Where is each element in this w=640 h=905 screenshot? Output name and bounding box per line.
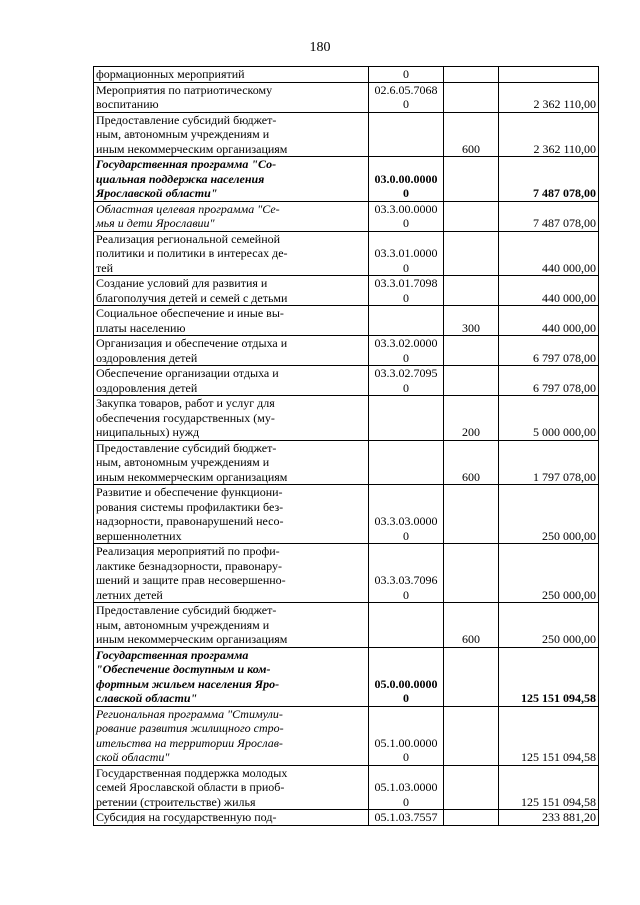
row-name-line: Предоставление субсидий бюджет-	[96, 112, 277, 127]
row-name-line: лактике безнадзорности, правонару-	[96, 558, 282, 573]
row-name-line: Закупка товаров, работ и услуг для	[96, 396, 275, 410]
row-name-line: ным, автономным учреждениям и	[96, 127, 270, 141]
row-name-cell	[94, 82, 369, 112]
row-expense-type-cell	[444, 231, 499, 276]
row-name-line: Субсидия на государственную под-	[96, 810, 277, 824]
row-expense-type-cell	[444, 485, 499, 544]
row-code-cell	[369, 485, 444, 544]
row-sum-cell: 250 000,00	[499, 603, 599, 648]
row-name-line: фортным жильем населения Яро-	[96, 676, 280, 691]
table-row	[94, 112, 599, 157]
row-expense-type-cell: 600	[444, 112, 499, 157]
row-expense-type-cell	[444, 201, 499, 231]
row-code-line: 05.1.03.7557	[374, 810, 438, 824]
row-code-line: 03.3.02.7095	[374, 366, 438, 380]
row-code-line: 05.1.00.0000	[374, 735, 438, 750]
table-row	[94, 765, 599, 810]
row-sum-cell: 125 151 094,58	[499, 647, 599, 706]
table-row	[94, 276, 599, 306]
row-code-line: 0	[403, 260, 409, 275]
row-code-cell	[369, 336, 444, 366]
row-name-line: Предоставление субсидий бюджет-	[96, 603, 277, 617]
row-code-line: 0	[403, 794, 409, 809]
row-name-line: рование развития жилищного стро-	[96, 721, 284, 735]
row-name-cell	[94, 440, 369, 485]
row-code-cell	[369, 231, 444, 276]
row-name-line: ской области"	[96, 750, 170, 764]
table-row	[94, 485, 599, 544]
table-row	[94, 157, 599, 202]
row-name-line: Развитие и обеспечение функциони-	[96, 485, 283, 499]
row-code-line: 0	[403, 587, 409, 602]
row-name-line: оздоровления детей	[96, 350, 198, 365]
row-code-line: 0	[403, 350, 409, 365]
row-name-cell	[94, 112, 369, 157]
row-name-line: надзорности, правонарушений несо-	[96, 514, 284, 528]
row-name-line: Областная целевая программа "Се-	[96, 201, 280, 216]
row-code-line: 0	[403, 528, 409, 543]
row-name-line: ниципальных) нужд	[96, 425, 200, 439]
row-sum-cell: 7 487 078,00	[499, 157, 599, 202]
row-name-line: Государственная поддержка молодых	[96, 765, 288, 780]
row-code-cell	[369, 440, 444, 485]
row-expense-type-cell: 200	[444, 396, 499, 441]
row-name-line: Обеспечение организации отдыха и	[96, 366, 279, 380]
row-name-line: ительства на территории Ярослав-	[96, 735, 283, 750]
row-name-line: вершеннолетних	[96, 528, 182, 543]
row-code-cell	[369, 647, 444, 706]
row-expense-type-cell	[444, 67, 499, 83]
row-name-line: тей	[96, 260, 113, 275]
row-sum-cell: 250 000,00	[499, 485, 599, 544]
row-code-line: 03.3.03.7096	[374, 573, 438, 587]
row-expense-type-cell	[444, 336, 499, 366]
row-code-cell	[369, 201, 444, 231]
row-name-line: летних детей	[96, 587, 163, 602]
table-row	[94, 336, 599, 366]
row-expense-type-cell	[444, 706, 499, 765]
row-name-line: Реализация региональной семейной	[96, 231, 281, 246]
row-code-cell	[369, 544, 444, 603]
row-name-line: ным, автономным учреждениям и	[96, 455, 270, 469]
table-row	[94, 810, 599, 826]
row-name-cell	[94, 544, 369, 603]
row-name-line: формационных мероприятий	[96, 67, 245, 81]
row-expense-type-cell	[444, 810, 499, 826]
row-sum-cell: 250 000,00	[499, 544, 599, 603]
row-sum-cell: 440 000,00	[499, 306, 599, 336]
row-expense-type-cell	[444, 82, 499, 112]
row-name-line: шений и защите прав несовершенно-	[96, 573, 286, 587]
row-code-cell	[369, 157, 444, 202]
row-sum-cell: 1 797 078,00	[499, 440, 599, 485]
row-name-line: оздоровления детей	[96, 380, 198, 395]
row-name-cell	[94, 706, 369, 765]
row-code-cell	[369, 82, 444, 112]
row-sum-cell: 233 881,20	[499, 810, 599, 826]
row-expense-type-cell: 600	[444, 440, 499, 485]
row-name-line: Социальное обеспечение и иные вы-	[96, 306, 284, 320]
row-name-cell	[94, 765, 369, 810]
row-code-line: 0	[403, 380, 409, 395]
row-sum-cell	[499, 67, 599, 83]
row-code-cell	[369, 306, 444, 336]
row-expense-type-cell	[444, 647, 499, 706]
row-code-line: 03.3.01.0000	[374, 246, 438, 260]
row-code-cell	[369, 366, 444, 396]
table-row	[94, 306, 599, 336]
row-name-line: рования системы профилактики без-	[96, 499, 284, 514]
row-name-line: Организация и обеспечение отдыха и	[96, 336, 288, 350]
row-name-line: славской области"	[96, 691, 198, 705]
row-code-line: 0	[403, 750, 409, 764]
row-name-line: Мероприятия по патриотическому	[96, 82, 273, 97]
row-code-line: 0	[403, 67, 409, 81]
row-name-cell	[94, 485, 369, 544]
row-name-cell	[94, 647, 369, 706]
row-name-line: мья и дети Ярославии"	[96, 216, 215, 230]
row-name-line: Государственная программа	[96, 647, 249, 662]
row-sum-cell: 125 151 094,58	[499, 706, 599, 765]
table-row	[94, 544, 599, 603]
row-code-cell	[369, 112, 444, 157]
row-code-cell	[369, 67, 444, 83]
row-expense-type-cell	[444, 366, 499, 396]
row-code-line: 0	[403, 216, 409, 230]
row-name-line: иным некоммерческим организациям	[96, 141, 288, 156]
row-name-line: Создание условий для развития и	[96, 276, 268, 290]
row-code-cell	[369, 276, 444, 306]
row-code-line: 0	[403, 290, 409, 305]
row-name-line: Реализация мероприятий по профи-	[96, 544, 280, 558]
row-name-line: обеспечения государственных (му-	[96, 410, 275, 425]
row-name-cell	[94, 67, 369, 83]
row-name-cell	[94, 336, 369, 366]
row-expense-type-cell	[444, 544, 499, 603]
row-code-line: 0	[403, 97, 409, 111]
row-name-cell	[94, 396, 369, 441]
table-row	[94, 440, 599, 485]
table-row	[94, 67, 599, 83]
row-name-cell	[94, 366, 369, 396]
row-code-line: 05.0.00.0000	[374, 676, 438, 691]
table-row	[94, 647, 599, 706]
row-code-line: 03.0.00.0000	[374, 171, 438, 186]
row-name-line: ным, автономным учреждениям и	[96, 617, 270, 632]
row-code-line: 02.6.05.7068	[374, 82, 438, 97]
row-expense-type-cell	[444, 157, 499, 202]
row-name-cell	[94, 306, 369, 336]
row-sum-cell: 6 797 078,00	[499, 336, 599, 366]
row-expense-type-cell: 300	[444, 306, 499, 336]
row-sum-cell: 125 151 094,58	[499, 765, 599, 810]
row-code-line: 03.3.02.0000	[374, 336, 438, 350]
row-name-cell	[94, 231, 369, 276]
row-sum-cell: 7 487 078,00	[499, 201, 599, 231]
row-expense-type-cell: 600	[444, 603, 499, 648]
row-expense-type-cell	[444, 276, 499, 306]
row-name-line: циальная поддержка населения	[96, 171, 265, 186]
row-sum-cell: 2 362 110,00	[499, 112, 599, 157]
row-expense-type-cell	[444, 765, 499, 810]
row-name-line: платы населению	[96, 320, 186, 335]
row-name-cell	[94, 276, 369, 306]
row-name-line: благополучия детей и семей с детьми	[96, 290, 288, 305]
row-sum-cell: 2 362 110,00	[499, 82, 599, 112]
row-name-line: Государственная программа "Со-	[96, 157, 277, 171]
row-code-line: 0	[403, 186, 409, 200]
row-code-cell	[369, 603, 444, 648]
budget-table	[93, 66, 599, 826]
table-row	[94, 82, 599, 112]
row-code-line: 03.3.03.0000	[374, 514, 438, 528]
table-row	[94, 201, 599, 231]
row-name-line: семей Ярославской области в приоб-	[96, 780, 285, 794]
row-sum-cell: 440 000,00	[499, 231, 599, 276]
row-code-cell	[369, 706, 444, 765]
row-code-line: 0	[403, 691, 409, 705]
row-name-line: ретении (строительстве) жилья	[96, 794, 256, 809]
row-sum-cell: 5 000 000,00	[499, 396, 599, 441]
row-name-line: Предоставление субсидий бюджет-	[96, 440, 277, 455]
table-row	[94, 231, 599, 276]
row-code-line: 03.3.01.7098	[374, 276, 438, 290]
row-name-cell	[94, 603, 369, 648]
row-sum-cell: 6 797 078,00	[499, 366, 599, 396]
table-row	[94, 706, 599, 765]
row-name-line: воспитанию	[96, 97, 159, 111]
row-sum-cell: 440 000,00	[499, 276, 599, 306]
row-name-cell	[94, 810, 369, 826]
page-number: 180	[309, 40, 331, 55]
budget-table-body	[94, 67, 599, 826]
row-name-cell	[94, 157, 369, 202]
table-row	[94, 366, 599, 396]
row-name-line: Региональная программа "Стимули-	[96, 706, 283, 721]
table-row	[94, 603, 599, 648]
row-code-cell	[369, 810, 444, 826]
table-row	[94, 396, 599, 441]
row-name-cell	[94, 201, 369, 231]
row-name-line: иным некоммерческим организациям	[96, 632, 288, 646]
row-code-line: 05.1.03.0000	[374, 780, 438, 794]
row-name-line: иным некоммерческим организациям	[96, 469, 288, 484]
row-code-cell	[369, 765, 444, 810]
row-code-line: 03.3.00.0000	[374, 201, 438, 216]
row-code-cell	[369, 396, 444, 441]
row-name-line: политики и политики в интересах де-	[96, 246, 288, 260]
row-name-line: "Обеспечение доступным и ком-	[96, 662, 271, 676]
row-name-line: Ярославской области"	[96, 186, 218, 200]
